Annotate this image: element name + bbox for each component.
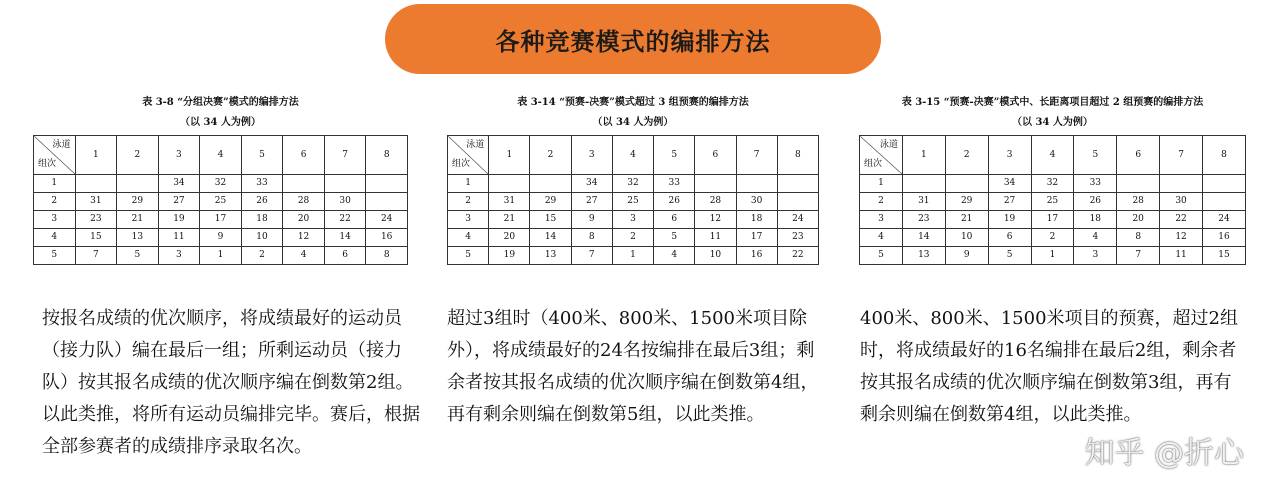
table-header-row xyxy=(448,136,819,175)
lane-header-cell: 1 xyxy=(489,136,530,175)
lane-header-cell: 4 xyxy=(200,136,242,175)
table-row xyxy=(860,247,1246,265)
table-cell xyxy=(489,175,530,193)
table-cell: 32 xyxy=(1031,175,1074,193)
table-cell xyxy=(530,175,571,193)
table-cell: 1 xyxy=(1031,247,1074,265)
table-cell: 19 xyxy=(988,211,1031,229)
table-corner-cell xyxy=(860,136,903,175)
table-header-row xyxy=(860,136,1246,175)
table-cell: 18 xyxy=(736,211,777,229)
lane-header-cell: 3 xyxy=(158,136,200,175)
lane-header-cell: 7 xyxy=(736,136,777,175)
group-number-cell: 3 xyxy=(860,211,903,229)
table-cell: 29 xyxy=(945,193,988,211)
lane-assignment-table xyxy=(33,135,408,265)
group-number-cell: 2 xyxy=(34,193,76,211)
table-cell: 15 xyxy=(1203,247,1246,265)
table-row xyxy=(34,175,408,193)
table-cell xyxy=(736,175,777,193)
table-cell xyxy=(777,193,818,211)
table-cell: 5 xyxy=(654,229,695,247)
lane-header-cell: 6 xyxy=(283,136,325,175)
table-panel-2 xyxy=(447,94,819,265)
description-1: 按报名成绩的优次顺序，将成绩最好的运动员（接力队）编在最后一组；所剩运动员（接力队）按其报名成绩的优次顺序编在倒数第2组。以此类推，将所有运动员编排完毕。赛后，根据全部参赛者的成绩排序录取名次。 xyxy=(42,308,420,457)
table-cell: 2 xyxy=(1031,229,1074,247)
table-cell: 4 xyxy=(1074,229,1117,247)
corner-lane-label: 泳道 xyxy=(879,140,898,150)
table-cell: 24 xyxy=(366,211,408,229)
table-cell: 25 xyxy=(612,193,653,211)
table-row xyxy=(860,193,1246,211)
table-cell: 17 xyxy=(1031,211,1074,229)
table-cell xyxy=(117,175,159,193)
table-cell: 17 xyxy=(200,211,242,229)
table-cell: 23 xyxy=(777,229,818,247)
table-row xyxy=(448,247,819,265)
table-cell: 19 xyxy=(489,247,530,265)
table-cell: 6 xyxy=(324,247,366,265)
table-cell xyxy=(324,175,366,193)
table-cell: 22 xyxy=(324,211,366,229)
table-cell: 9 xyxy=(200,229,242,247)
table-cell: 34 xyxy=(158,175,200,193)
table-cell xyxy=(902,175,945,193)
table-row xyxy=(860,175,1246,193)
table-cell: 18 xyxy=(241,211,283,229)
description-2: 超过3组时（400米、800米、1500米项目除外），将成绩最好的24名按编排在最后3组；剩余者按其报名成绩的优次顺序编在倒数第4组，再有剩余则编在倒数第5组，以此类推。 xyxy=(447,308,819,425)
corner-group-label: 组次 xyxy=(452,159,471,169)
table-corner-cell xyxy=(34,136,76,175)
table-cell: 14 xyxy=(902,229,945,247)
corner-lane-label: 泳道 xyxy=(52,140,71,150)
lane-header-cell: 5 xyxy=(1074,136,1117,175)
table-cell: 16 xyxy=(366,229,408,247)
table-cell: 12 xyxy=(283,229,325,247)
group-number-cell: 2 xyxy=(448,193,489,211)
table-row xyxy=(448,229,819,247)
table-cell xyxy=(695,175,736,193)
table-cell xyxy=(1160,175,1203,193)
table-caption: 表 3-14 “预赛-决赛”模式超过 3 组预赛的编排方法 xyxy=(517,97,749,108)
lane-header-cell: 7 xyxy=(324,136,366,175)
table-cell: 32 xyxy=(612,175,653,193)
table-cell xyxy=(1203,175,1246,193)
lane-header-cell: 2 xyxy=(117,136,159,175)
table-cell: 30 xyxy=(324,193,366,211)
table-panel-1 xyxy=(33,94,408,265)
table-cell: 11 xyxy=(695,229,736,247)
table-header-row xyxy=(34,136,408,175)
lane-header-cell: 2 xyxy=(945,136,988,175)
lane-header-cell: 4 xyxy=(1031,136,1074,175)
table-cell: 13 xyxy=(902,247,945,265)
table-cell: 18 xyxy=(1074,211,1117,229)
table-panel-3 xyxy=(859,94,1246,265)
table-row xyxy=(448,211,819,229)
table-cell: 30 xyxy=(736,193,777,211)
group-number-cell: 4 xyxy=(860,229,903,247)
corner-group-label: 组次 xyxy=(864,159,883,169)
table-cell: 33 xyxy=(241,175,283,193)
title-banner xyxy=(385,4,881,74)
table-cell: 4 xyxy=(654,247,695,265)
table-cell: 26 xyxy=(1074,193,1117,211)
group-number-cell: 5 xyxy=(448,247,489,265)
group-number-cell: 5 xyxy=(34,247,76,265)
table-row xyxy=(34,193,408,211)
table-cell xyxy=(75,175,117,193)
table-cell: 7 xyxy=(75,247,117,265)
table-cell xyxy=(1117,175,1160,193)
table-cell: 32 xyxy=(200,175,242,193)
table-cell: 23 xyxy=(75,211,117,229)
banner-title: 各种竞赛模式的编排方法 xyxy=(495,27,771,56)
table-cell xyxy=(366,175,408,193)
table-cell: 15 xyxy=(75,229,117,247)
table-cell: 20 xyxy=(1117,211,1160,229)
table-cell: 16 xyxy=(736,247,777,265)
table-cell: 26 xyxy=(241,193,283,211)
table-cell: 27 xyxy=(988,193,1031,211)
table-cell: 2 xyxy=(241,247,283,265)
table-cell: 27 xyxy=(158,193,200,211)
table-cell: 34 xyxy=(988,175,1031,193)
table-caption: 表 3-8 “分组决赛”模式的编排方法 xyxy=(142,97,299,108)
table-cell: 21 xyxy=(489,211,530,229)
table-row xyxy=(860,229,1246,247)
group-number-cell: 2 xyxy=(860,193,903,211)
lane-header-cell: 7 xyxy=(1160,136,1203,175)
table-cell: 5 xyxy=(117,247,159,265)
table-subcaption: （以 34 人为例） xyxy=(1012,117,1093,128)
table-cell: 2 xyxy=(612,229,653,247)
table-cell xyxy=(777,175,818,193)
table-cell: 25 xyxy=(1031,193,1074,211)
table-row xyxy=(34,247,408,265)
table-cell xyxy=(366,193,408,211)
table-cell xyxy=(283,175,325,193)
table-cell: 5 xyxy=(988,247,1031,265)
table-cell: 10 xyxy=(945,229,988,247)
table-row xyxy=(34,229,408,247)
table-subcaption: （以 34 人为例） xyxy=(180,117,261,128)
table-cell: 8 xyxy=(571,229,612,247)
lane-header-cell: 1 xyxy=(75,136,117,175)
group-number-cell: 1 xyxy=(448,175,489,193)
table-cell xyxy=(1203,193,1246,211)
lane-assignment-table xyxy=(859,135,1246,265)
table-cell: 11 xyxy=(1160,247,1203,265)
table-caption: 表 3-15 “预赛-决赛”模式中、长距离项目超过 2 组预赛的编排方法 xyxy=(901,97,1204,108)
lane-header-cell: 6 xyxy=(695,136,736,175)
description-3: 400米、800米、1500米项目的预赛，超过2组时，将成绩最好的16名编排在最后2组，剩余者按其报名成绩的优次顺序编在倒数第3组，再有剩余则编在倒数第4组，以此类推。 xyxy=(860,308,1238,425)
table-cell: 11 xyxy=(158,229,200,247)
lane-assignment-table xyxy=(447,135,819,265)
table-cell: 29 xyxy=(117,193,159,211)
table-row xyxy=(448,175,819,193)
table-cell: 28 xyxy=(1117,193,1160,211)
table-cell: 13 xyxy=(117,229,159,247)
table-cell: 13 xyxy=(530,247,571,265)
table-cell: 14 xyxy=(530,229,571,247)
table-cell: 30 xyxy=(1160,193,1203,211)
table-cell: 10 xyxy=(241,229,283,247)
table-cell: 4 xyxy=(283,247,325,265)
table-cell: 21 xyxy=(117,211,159,229)
table-cell: 1 xyxy=(200,247,242,265)
table-cell: 21 xyxy=(945,211,988,229)
table-cell: 22 xyxy=(1160,211,1203,229)
table-cell: 28 xyxy=(283,193,325,211)
table-cell: 1 xyxy=(612,247,653,265)
table-row xyxy=(448,193,819,211)
table-cell: 24 xyxy=(1203,211,1246,229)
table-cell: 33 xyxy=(1074,175,1117,193)
table-cell: 15 xyxy=(530,211,571,229)
lane-header-cell: 3 xyxy=(571,136,612,175)
lane-header-cell: 2 xyxy=(530,136,571,175)
lane-header-cell: 6 xyxy=(1117,136,1160,175)
table-cell: 12 xyxy=(695,211,736,229)
table-cell: 14 xyxy=(324,229,366,247)
lane-header-cell: 8 xyxy=(366,136,408,175)
table-cell: 31 xyxy=(902,193,945,211)
table-cell: 19 xyxy=(158,211,200,229)
table-cell: 23 xyxy=(902,211,945,229)
group-number-cell: 1 xyxy=(860,175,903,193)
table-cell: 29 xyxy=(530,193,571,211)
table-cell: 20 xyxy=(283,211,325,229)
group-number-cell: 1 xyxy=(34,175,76,193)
table-cell: 26 xyxy=(654,193,695,211)
table-cell: 10 xyxy=(695,247,736,265)
table-row xyxy=(34,211,408,229)
table-cell: 3 xyxy=(612,211,653,229)
table-cell: 24 xyxy=(777,211,818,229)
table-cell: 34 xyxy=(571,175,612,193)
table-cell: 16 xyxy=(1203,229,1246,247)
lane-header-cell: 1 xyxy=(902,136,945,175)
table-cell: 31 xyxy=(489,193,530,211)
table-cell: 31 xyxy=(75,193,117,211)
table-cell: 28 xyxy=(695,193,736,211)
group-number-cell: 3 xyxy=(448,211,489,229)
table-cell: 6 xyxy=(654,211,695,229)
lane-header-cell: 5 xyxy=(654,136,695,175)
table-cell: 7 xyxy=(571,247,612,265)
table-row xyxy=(860,211,1246,229)
table-cell: 3 xyxy=(1074,247,1117,265)
lane-header-cell: 5 xyxy=(241,136,283,175)
lane-header-cell: 8 xyxy=(1203,136,1246,175)
table-cell: 9 xyxy=(945,247,988,265)
group-number-cell: 4 xyxy=(34,229,76,247)
table-cell: 9 xyxy=(571,211,612,229)
table-cell: 12 xyxy=(1160,229,1203,247)
table-cell: 7 xyxy=(1117,247,1160,265)
group-number-cell: 5 xyxy=(860,247,903,265)
table-cell xyxy=(945,175,988,193)
table-corner-cell xyxy=(448,136,489,175)
group-number-cell: 4 xyxy=(448,229,489,247)
table-cell: 6 xyxy=(988,229,1031,247)
group-number-cell: 3 xyxy=(34,211,76,229)
corner-lane-label: 泳道 xyxy=(466,140,485,150)
table-cell: 25 xyxy=(200,193,242,211)
table-subcaption: （以 34 人为例） xyxy=(592,117,674,128)
table-cell: 27 xyxy=(571,193,612,211)
table-cell: 8 xyxy=(366,247,408,265)
table-cell: 17 xyxy=(736,229,777,247)
lane-header-cell: 8 xyxy=(777,136,818,175)
table-cell: 8 xyxy=(1117,229,1160,247)
table-cell: 20 xyxy=(489,229,530,247)
corner-group-label: 组次 xyxy=(38,159,57,169)
table-cell: 3 xyxy=(158,247,200,265)
table-cell: 22 xyxy=(777,247,818,265)
zhihu-watermark: 知乎 @折心 xyxy=(1084,436,1244,471)
lane-header-cell: 3 xyxy=(988,136,1031,175)
lane-header-cell: 4 xyxy=(612,136,653,175)
table-cell: 33 xyxy=(654,175,695,193)
